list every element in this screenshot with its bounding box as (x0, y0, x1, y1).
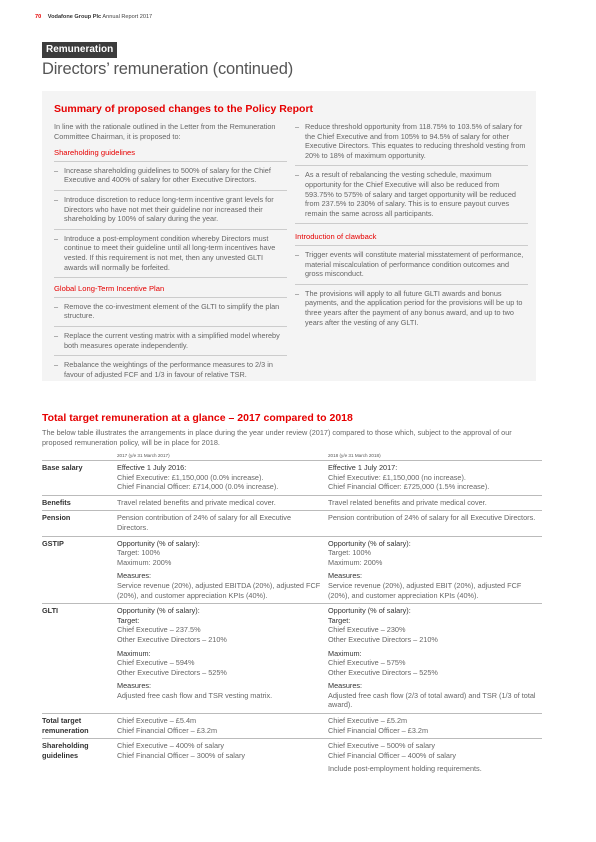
table-row (42, 739, 542, 777)
table-row (42, 495, 542, 511)
page-title: Directors’ remuneration (continued) (42, 60, 293, 78)
cell-2018: Opportunity (% of salary): Target: 100% Maximum: 200% Measures: Service revenue (20%), adjusted EBIT (20%), adjusted FCF (20%), and customer appreciation KPIs (40%). (328, 536, 542, 604)
table-header-row (42, 453, 542, 461)
summary-title: Summary of proposed changes to the Policy Report (54, 103, 314, 115)
cell-2017: Opportunity (% of salary): Target: Chief Executive – 237.5% Other Executive Directors – 210% Maximum: Chief Executive – 594% Other Executive Directors – 525% Measures: Adjusted free cash flow and TSR vesting matrix. (117, 604, 328, 714)
row-label: Benefits (42, 495, 117, 511)
table-row (42, 536, 542, 604)
list-item: – Introduce a post-employment condition whereby Directors must continue to meet their guideline until all long-term incentives have vested. If this requirement is not met, then any unvested GLTI awards will normally be forfeited. (54, 234, 287, 278)
table-row (42, 511, 542, 536)
row-label: Base salary (42, 461, 117, 496)
cell-2018: Chief Executive – £5.2m Chief Financial Officer – £3.2m (328, 714, 542, 739)
column-header-2018: 2018 (y/e 31 March 2018) (328, 453, 381, 458)
cell-2018: Pension contribution of 24% of salary for all Executive Directors. (328, 511, 542, 536)
cell-2018: Travel related benefits and private medical cover. (328, 495, 542, 511)
row-label: GLTI (42, 604, 117, 714)
remuneration-table (42, 453, 542, 777)
table-row (42, 604, 542, 714)
row-label: Pension (42, 511, 117, 536)
list-item: – Rebalance the weightings of the performance measures to 2/3 in favour of adjusted FCF and 1/3 in favour of relative TSR. (54, 360, 287, 384)
list-item: – Trigger events will constitute material misstatement of performance, material miscalculation of performance condition outcomes and gross misconduct. (295, 250, 528, 285)
section-tag: Remuneration (42, 42, 117, 58)
cell-2017: Chief Executive – 400% of salary Chief Financial Officer – 300% of salary (117, 739, 328, 777)
summary-left-column (54, 122, 287, 384)
shareholding-heading: Shareholding guidelines (54, 148, 287, 162)
report-name: Annual Report 2017 (102, 14, 153, 20)
cell-2018: Chief Executive – 500% of salary Chief Financial Officer – 400% of salary Include post-employment holding requirements. (328, 739, 542, 777)
list-item: – Remove the co-investment element of the GLTI to simplify the plan structure. (54, 302, 287, 327)
row-label: Shareholding guidelines (42, 739, 117, 777)
column-header-2017: 2017 (y/e 31 March 2017) (117, 453, 170, 458)
total-remuneration-intro: The below table illustrates the arrangements in place during the year under review (2017) compared to those which, subject to the approval of our proposed remuneration policy, will be in place for 2018. (42, 428, 512, 447)
list-item: – Replace the current vesting matrix with a simplified model whereby both measures operate independently. (54, 331, 287, 356)
table-row (42, 461, 542, 496)
cell-2017: Pension contribution of 24% of salary for all Executive Directors. (117, 511, 328, 536)
gltip-heading: Global Long-Term Incentive Plan (54, 284, 287, 298)
company-name: Vodafone Group Plc (47, 14, 102, 20)
total-remuneration-title: Total target remuneration at a glance – 2017 compared to 2018 (42, 412, 353, 424)
cell-2018: Effective 1 July 2017: Chief Executive: £1,150,000 (no increase). Chief Financial Officer: £725,000 (1.5% increase). (328, 461, 542, 496)
row-label: Total target remuneration (42, 714, 117, 739)
summary-intro: In line with the rationale outlined in the Letter from the Remuneration Committee Chairman, it is proposed to: (54, 122, 276, 141)
list-item: – Reduce threshold opportunity from 118.75% to 103.5% of salary for the Chief Executive and from 105% to 94.5% of salary for other Executive Directors. This equates to reducing threshold vesting from 20% to 18% of maximum opportunity. (295, 122, 528, 166)
cell-2018: Opportunity (% of salary): Target: Chief Executive – 230% Other Executive Directors – 210% Maximum: Chief Executive – 575% Other Executive Directors – 525% Measures: Adjusted free cash flow (2/3 of total award) and TSR (1/3 of total award). (328, 604, 542, 714)
list-item: – As a result of rebalancing the vesting schedule, maximum opportunity for the Chief Executive will also be reduced from 593.75% to 575% of salary and target opportunity will be reduced from 237.5% to 230% of salary. This is to ensure payout curves remain the same across all participants. (295, 170, 528, 224)
page-number: 70 (35, 14, 42, 20)
cell-2017: Chief Executive – £5.4m Chief Financial Officer – £3.2m (117, 714, 328, 739)
summary-box (42, 91, 536, 381)
summary-right-column (295, 122, 528, 332)
page-header (35, 14, 152, 20)
clawback-heading: Introduction of clawback (295, 232, 528, 246)
list-item: – Introduce discretion to reduce long-term incentive grant levels for Directors who have not met their guideline nor increased their shareholding by 100% of salary during the year. (54, 195, 287, 230)
cell-2017: Effective 1 July 2016: Chief Executive: £1,150,000 (0.0% increase). Chief Financial Officer: £714,000 (0.0% increase). (117, 461, 328, 496)
list-item: – Increase shareholding guidelines to 500% of salary for the Chief Executive and 400% of salary for other Executive Directors. (54, 166, 287, 191)
row-label: GSTIP (42, 536, 117, 604)
table-row (42, 714, 542, 739)
cell-2017: Opportunity (% of salary): Target: 100% Maximum: 200% Measures: Service revenue (20%), adjusted EBITDA (20%), adjusted FCF (20%), and customer appreciation KPIs (40%). (117, 536, 328, 604)
cell-2017: Travel related benefits and private medical cover. (117, 495, 328, 511)
list-item: – The provisions will apply to all future GLTI awards and bonus payments, and the application period for the provisions will be up to three years after the payment of any bonus award, and up to two years after the vesting of any GLTI. (295, 289, 528, 332)
